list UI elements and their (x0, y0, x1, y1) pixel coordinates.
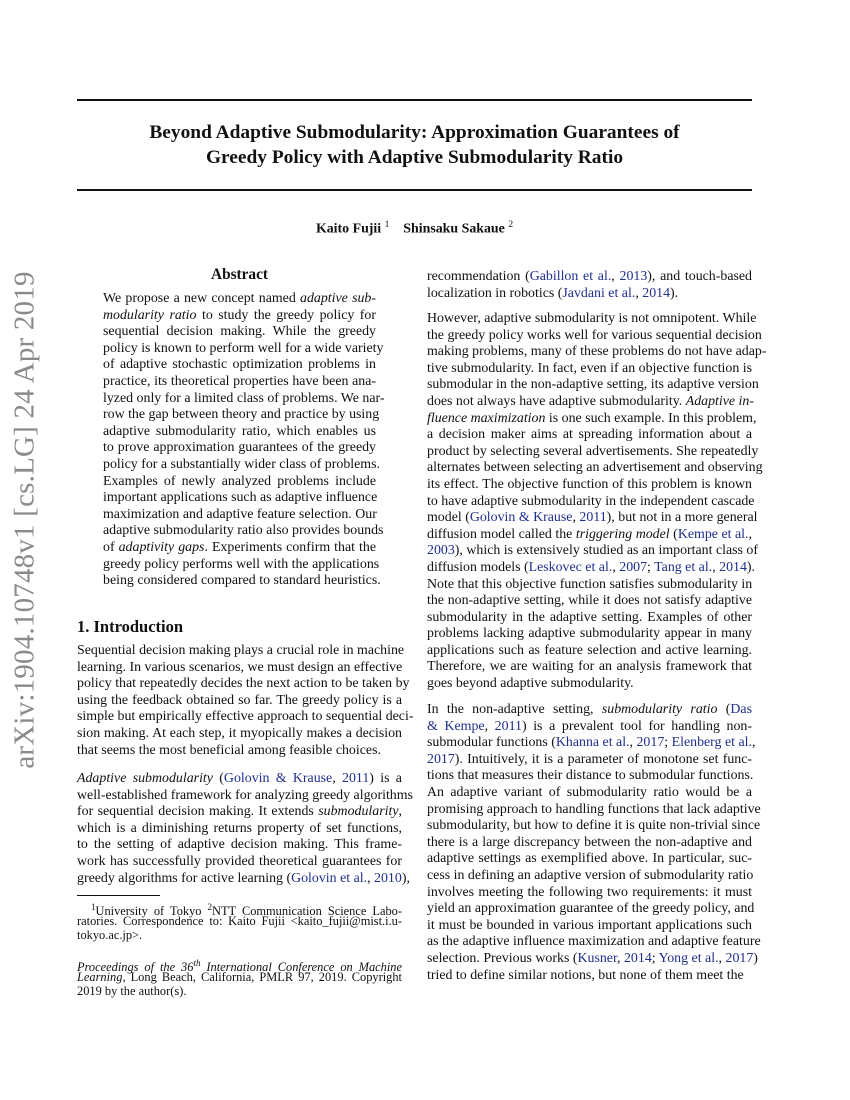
text-line (77, 870, 410, 888)
text-line (77, 956, 402, 974)
text-line: of adaptive stochastic optimization problems in (103, 357, 376, 373)
arxiv-stamp: arXiv:1904.10748v1 [cs.LG] 24 Apr 2019 (8, 271, 41, 769)
citation-link[interactable]: Golovin & Krause (223, 771, 333, 786)
text-line: 2019 by the author(s). (77, 984, 187, 999)
text-line: greedy policy performs well with the applications (103, 556, 380, 572)
text-line: to the setting of adaptive decision making. This frame- (77, 837, 402, 853)
text-run: , (612, 559, 620, 575)
emphasis-text: International Conference on Machine (200, 960, 402, 974)
text-run: , Long Beach, California, PMLR 97, 2019. Copyright (122, 970, 402, 985)
text-line (427, 394, 752, 411)
section-heading-introduction: 1. Introduction (77, 617, 184, 636)
text-run: , (635, 285, 643, 301)
text-line: there is a large discrepancy between the non-adaptive and (427, 834, 752, 850)
text-line (103, 540, 376, 557)
text-line: promising approach to handling functions that lack adaptive (427, 801, 761, 817)
text-line (103, 291, 376, 308)
text-line: simple but empirically effective approach to sequential deci- (77, 709, 414, 725)
citation-link[interactable]: 2014 (623, 950, 652, 966)
text-run: NTT Communication Science Labo- (212, 904, 402, 918)
text-run: , (629, 735, 637, 751)
text-line: learning. In various scenarios, we must design an effective (77, 659, 403, 675)
intro-paragraph-1 (77, 643, 414, 759)
text-run: ), which is extensively studied as an important class of (454, 543, 758, 559)
right-paragraph-3 (427, 702, 761, 984)
text-run: diffusion model called the (427, 526, 576, 542)
text-line: applications such as feature selection and active learning. (427, 642, 752, 658)
text-line (77, 970, 402, 984)
text-run: ), (401, 870, 410, 886)
citation-link[interactable]: Tang et al. (654, 559, 713, 575)
citation-link[interactable]: 2011 (494, 718, 522, 734)
citation-link[interactable]: 2011 (579, 510, 607, 526)
text-run: greedy algorithms for active learning ( (77, 870, 292, 886)
text-line: the non-adaptive setting, while it does not satisfy adaptive (427, 593, 752, 609)
text-run: , (572, 510, 580, 526)
text-line: goes beyond adaptive submodularity. (427, 676, 634, 692)
author-name: Kaito Fujii (315, 221, 382, 237)
text-run: selection. Previous works ( (427, 950, 578, 966)
text-run: , (367, 870, 375, 886)
text-run: ( (669, 526, 678, 542)
citation-link[interactable]: 2011 (342, 771, 370, 786)
text-line: row the gap between theory and practice by using (103, 407, 380, 423)
emphasis-text: adaptivity gaps (118, 539, 205, 555)
citation-link[interactable]: Javdani et al. (562, 285, 636, 301)
text-line (427, 735, 756, 752)
superscript: 1 (91, 902, 96, 912)
text-line: maximization and adaptive feature selection. Our (103, 506, 377, 522)
emphasis-text: Adaptive in- (685, 393, 754, 409)
text-line: important applications such as adaptive influence (103, 490, 378, 506)
text-line: which is a diminishing returns property of set functions, (77, 820, 402, 836)
text-line: Therefore, we are waiting for an analysis framework that (427, 659, 752, 675)
text-line (77, 804, 402, 821)
citation-link[interactable]: Kempe et al. (677, 526, 749, 542)
text-line: submodular in the non-adaptive setting, its adaptive version (427, 377, 759, 393)
citation-link[interactable]: 2007 (619, 559, 648, 575)
text-run: for sequential decision making. It extends (77, 804, 319, 820)
text-line: ratories. Correspondence to: Kaito Fujii <kaito_fujii@mist.i.u- (77, 914, 402, 929)
text-line (427, 702, 752, 719)
text-run: ( (717, 702, 731, 717)
emphasis-text: Proceedings of the 36 (77, 960, 194, 974)
emphasis-text: modularity ratio (103, 307, 197, 323)
text-line: using the feedback obtained so far. The greedy policy is a (77, 692, 402, 708)
text-line (427, 286, 752, 303)
text-run: submodular functions ( (427, 735, 556, 751)
text-line: cess in defining an adaptive version of submodularity ratio (427, 867, 754, 883)
emphasis-text: Adaptive submodularity (77, 771, 213, 786)
text-run: , (484, 718, 495, 734)
text-line (427, 269, 752, 286)
footnote-proceedings (77, 956, 402, 999)
text-run: ). (670, 285, 679, 301)
text-run: diffusion models ( (427, 559, 529, 575)
citation-link[interactable]: 2013 (619, 269, 648, 284)
text-run: In the non-adaptive setting, (427, 702, 602, 717)
text-line: its effect. The objective function of this problem is known (427, 476, 752, 492)
paper-title (77, 120, 752, 170)
text-line (77, 771, 402, 788)
emphasis-text: triggering model (575, 526, 670, 542)
intro-paragraph-2 (77, 771, 413, 887)
text-run: , (398, 804, 402, 820)
text-line (427, 410, 757, 428)
text-line: submodularity, but how to define it is quite non-trivial since (427, 818, 761, 834)
text-run: recommendation ( (427, 269, 530, 284)
text-line: that seems the most beneficial among feasible choices. (77, 742, 381, 758)
text-run: , (332, 771, 343, 786)
text-line: alternates between selecting an advertisement and observing (427, 460, 763, 476)
title-line: Greedy Policy with Adaptive Submodularity Ratio (205, 147, 624, 168)
text-line (427, 719, 752, 736)
citation-link[interactable]: 2010 (374, 870, 402, 886)
text-run: , (748, 526, 752, 542)
text-run: , (617, 950, 624, 966)
citation-link[interactable]: Khanna et al. (555, 735, 630, 751)
citation-link[interactable]: Das (730, 702, 752, 717)
text-run: ; (647, 559, 655, 575)
citation-link[interactable]: Kusner (577, 950, 618, 966)
text-line: as the adaptive influence maximization and adaptive feature (427, 934, 761, 950)
citation-link[interactable]: 2017 (725, 950, 754, 966)
text-run: ), but not in a more general (606, 510, 758, 526)
text-line: adaptive submodularity ratio, which enables us (103, 423, 376, 439)
right-paragraph-1 (427, 269, 752, 302)
text-line (427, 752, 752, 769)
text-run: , (712, 559, 720, 575)
text-line: policy for a substantially wider class of problems. (103, 456, 380, 472)
text-run: We propose a new concept named (103, 291, 301, 306)
text-line: adaptive submodularity ratio also provides bounds (103, 523, 384, 539)
text-line (427, 527, 752, 544)
text-line: a decision maker aims at spreading information about a (427, 427, 752, 443)
text-line (427, 510, 758, 527)
text-line: work has successfully provided theoretical guarantees for (77, 853, 402, 869)
text-line: submodularity in the adaptive setting. Examples of other (427, 609, 752, 625)
text-line: Sequential decision making plays a crucial role in machine (77, 643, 405, 658)
text-line: to have adaptive submodularity in the independent cascade (427, 493, 755, 509)
text-run: ) (753, 950, 758, 966)
author-affiliation: 2 (508, 220, 514, 230)
text-run: ). Intuitively, it is a parameter of monotone set func- (454, 751, 752, 767)
text-line: tried to define similar notions, but none of them meet the (427, 967, 744, 983)
text-run: ; (664, 735, 672, 751)
text-run: , (611, 269, 620, 284)
text-run: ) is a (369, 771, 402, 786)
citation-link[interactable]: Golovin & Krause (469, 510, 573, 526)
text-line: lyzed only for a limited class of problems. We nar- (103, 390, 385, 406)
abstract-heading: Abstract (211, 266, 268, 283)
text-run: localization in robotics ( (427, 285, 563, 301)
text-line: making problems, many of these problems do not have adap- (427, 344, 767, 360)
title-rule-top (77, 99, 752, 101)
superscript: 2 (207, 902, 213, 912)
emphasis-text: fluence maximization (427, 410, 546, 426)
text-run: is one such example. In this problem, (545, 410, 757, 426)
citation-link[interactable]: 2014 (642, 285, 671, 301)
text-line (427, 559, 756, 577)
text-run: , (751, 735, 756, 751)
text-run: model ( (427, 510, 470, 526)
text-line: it must be bounded in various important applications such (427, 917, 752, 933)
text-line: tokyo.ac.jp>. (77, 928, 143, 943)
citation-link[interactable]: & Kempe (427, 718, 485, 734)
text-line: the greedy policy works well for various sequential decision (427, 327, 762, 343)
right-paragraph-2 (427, 311, 767, 693)
text-run: ) is a prevalent tool for handling non- (521, 718, 752, 734)
text-line: being considered compared to standard heuristics. (103, 573, 381, 589)
author-list (77, 220, 752, 238)
footnote-affiliations (77, 900, 402, 943)
emphasis-text: Learning (77, 970, 123, 985)
text-line: well-established framework for analyzing greedy algorithms (77, 787, 413, 803)
text-line (103, 308, 376, 325)
text-line: sion making. At each step, it myopically makes a decision (77, 725, 402, 741)
emphasis-text: submodularity ratio (601, 702, 718, 717)
text-run: does not always have adaptive submodularity. (427, 393, 686, 409)
text-line: sequential decision making. While the greedy (103, 324, 376, 340)
text-line (427, 950, 758, 968)
text-run: ( (212, 771, 224, 786)
text-run: University of Tokyo (95, 904, 208, 918)
text-line: Note that this objective function satisfies submodularity in (427, 576, 753, 592)
abstract-body (103, 291, 385, 590)
text-run: to study the greedy policy for (196, 307, 376, 323)
text-run: of (103, 539, 119, 555)
text-line (427, 543, 758, 560)
text-run: ), and touch-based (647, 269, 752, 284)
text-line: tive submodularity. In fact, even if an objective function is (427, 360, 753, 376)
footnote-rule (77, 895, 160, 896)
text-line: practice, its theoretical properties have been ana- (103, 373, 376, 389)
citation-link[interactable]: 2017 (427, 751, 455, 767)
citation-link[interactable]: Leskovec et al. (528, 559, 613, 575)
text-line: involves meeting the following two requirements: it must (427, 884, 752, 900)
text-line: yield an approximation guarantee of the greedy policy, and (427, 901, 755, 917)
title-line: Beyond Adaptive Submodularity: Approximation Guarantees of (149, 122, 680, 143)
author-affiliation: 1 (384, 220, 390, 230)
superscript: th (193, 958, 201, 968)
text-run: . Experiments confirm that the (204, 539, 377, 555)
text-line: policy that repeatedly decides the next action to be taken by (77, 676, 410, 692)
citation-link[interactable]: Yong et al. (658, 950, 719, 966)
emphasis-text: adaptive sub- (300, 291, 376, 306)
text-run: , (718, 950, 726, 966)
author-name: Shinsaku Sakaue (403, 221, 505, 237)
title-rule-bottom (77, 189, 752, 191)
citation-link[interactable]: Gabillon et al. (529, 269, 612, 284)
emphasis-text: submodularity (318, 804, 399, 820)
text-line: product by selecting several advertisements. She repeatedly (427, 443, 759, 459)
text-line: Examples of newly analyzed problems include (103, 473, 376, 489)
text-run: ). (746, 559, 756, 575)
citation-link[interactable]: 2003 (427, 543, 455, 559)
citation-link[interactable]: Elenberg et al. (671, 735, 752, 751)
text-line: to prove approximation guarantees of the greedy (103, 440, 376, 456)
citation-link[interactable]: 2017 (636, 735, 665, 751)
text-line: problems lacking adaptive submodularity appear in many (427, 626, 752, 642)
text-line: An adaptive variant of submodularity ratio would be a (427, 784, 752, 800)
citation-link[interactable]: Golovin et al. (291, 870, 368, 886)
text-line: policy is known to perform well for a wide variety (103, 340, 384, 356)
text-line: tions that measures their distance to submodular functions. (427, 768, 754, 784)
text-line (77, 900, 402, 918)
text-line: However, adaptive submodularity is not omnipotent. While (427, 311, 757, 326)
text-run: ; (651, 950, 659, 966)
text-line: adaptive settings as exemplified above. In particular, suc- (427, 851, 752, 867)
citation-link[interactable]: 2014 (719, 559, 747, 575)
